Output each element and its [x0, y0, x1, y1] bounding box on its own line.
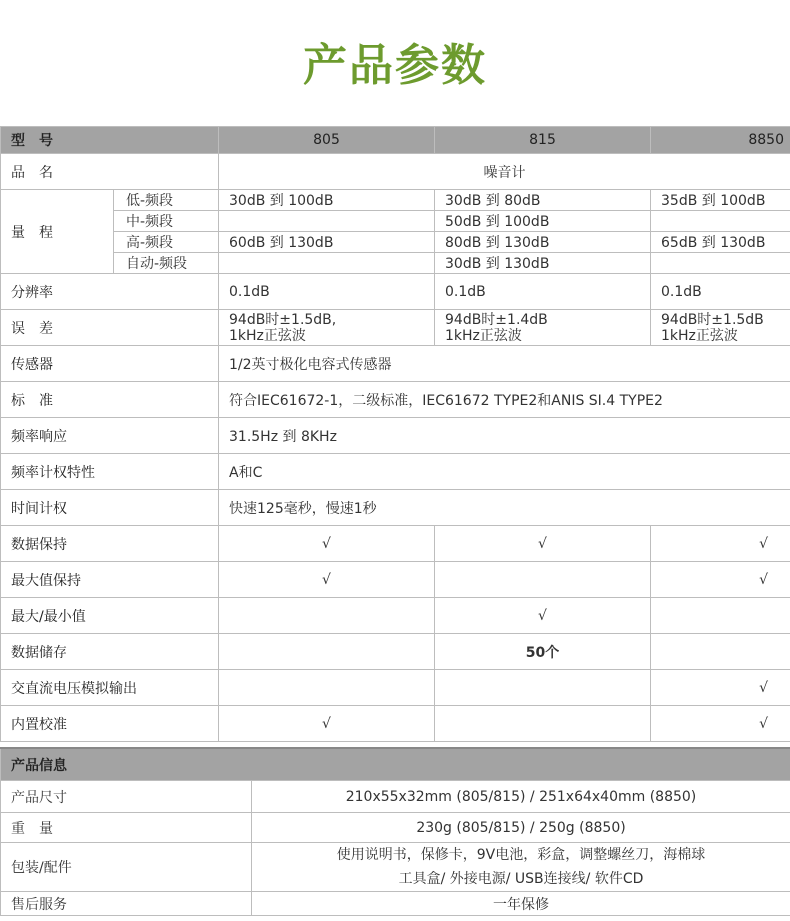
- model-8850: 8850: [651, 127, 790, 154]
- feature-data-hold-8850: √: [651, 526, 790, 562]
- sensor-label: 传感器: [1, 346, 219, 382]
- feature-data-hold-805: √: [219, 526, 435, 562]
- feature-calibration-8850: √: [651, 706, 790, 742]
- feature-max-hold-8850: √: [651, 562, 790, 598]
- error-8850-line2: 1kHz正弦波: [661, 327, 738, 344]
- spec-table: [0, 126, 790, 742]
- time-weighting-value: 快速125毫秒，慢速1秒: [219, 490, 790, 526]
- error-815: [435, 310, 651, 346]
- feature-calibration-815: [435, 706, 651, 742]
- range-sub-low: 低-频段: [114, 190, 219, 211]
- model-805: 805: [219, 127, 435, 154]
- info-package-value: [252, 843, 790, 892]
- product-name-value: 噪音计: [219, 154, 790, 190]
- error-805-line2: 1kHz正弦波: [229, 327, 306, 344]
- range-mid-805: [219, 211, 435, 232]
- range-mid-815: 50dB 到 100dB: [435, 211, 651, 232]
- error-805: [219, 310, 435, 346]
- standard-label: 标 准: [1, 382, 219, 418]
- info-package-line1: 使用说明书，保修卡，9V电池，彩盒，调整螺丝刀，海棉球: [336, 847, 706, 863]
- feature-data-storage-815: 50个: [435, 634, 651, 670]
- resolution-8850: 0.1dB: [651, 274, 790, 310]
- range-auto-815: 30dB 到 130dB: [435, 253, 651, 274]
- model-815: 815: [435, 127, 651, 154]
- range-low-815: 30dB 到 80dB: [435, 190, 651, 211]
- info-size-label: 产品尺寸: [1, 781, 252, 813]
- info-package-label: 包装/配件: [1, 843, 252, 892]
- feature-max-min-805: [219, 598, 435, 634]
- range-high-8850: 65dB 到 130dB: [651, 232, 790, 253]
- info-header: 产品信息: [1, 748, 790, 781]
- feature-label-max-hold: 最大值保持: [1, 562, 219, 598]
- model-label: 型 号: [1, 127, 219, 154]
- feature-max-min-815: √: [435, 598, 651, 634]
- freq-weighting-value: A和C: [219, 454, 790, 490]
- error-815-line1: 94dB时±1.4dB: [445, 311, 548, 328]
- feature-max-hold-805: √: [219, 562, 435, 598]
- info-service-label: 售后服务: [1, 892, 252, 916]
- feature-analog-output-8850: √: [651, 670, 790, 706]
- info-service-value: 一年保修: [252, 892, 790, 916]
- range-auto-805: [219, 253, 435, 274]
- freq-weighting-label: 频率计权特性: [1, 454, 219, 490]
- sensor-value: 1/2英寸极化电容式传感器: [219, 346, 790, 382]
- time-weighting-label: 时间计权: [1, 490, 219, 526]
- page-title: 产品参数: [303, 40, 487, 91]
- feature-analog-output-805: [219, 670, 435, 706]
- feature-calibration-805: √: [219, 706, 435, 742]
- info-weight-value: 230g (805/815) / 250g (8850): [252, 813, 790, 843]
- error-8850-line1: 94dB时±1.5dB: [661, 311, 764, 328]
- info-size-value: 210x55x32mm (805/815) / 251x64x40mm (8850): [252, 781, 790, 813]
- info-table: [0, 747, 790, 916]
- range-sub-mid: 中-频段: [114, 211, 219, 232]
- resolution-815: 0.1dB: [435, 274, 651, 310]
- range-high-815: 80dB 到 130dB: [435, 232, 651, 253]
- feature-label-max-min: 最大/最小值: [1, 598, 219, 634]
- resolution-label: 分辨率: [1, 274, 219, 310]
- feature-data-storage-805: [219, 634, 435, 670]
- error-815-line2: 1kHz正弦波: [445, 327, 522, 344]
- error-label: 误 差: [1, 310, 219, 346]
- feature-max-hold-815: [435, 562, 651, 598]
- freq-response-value: 31.5Hz 到 8KHz: [219, 418, 790, 454]
- product-name-label: 品 名: [1, 154, 219, 190]
- range-sub-auto: 自动-频段: [114, 253, 219, 274]
- feature-label-calibration: 内置校准: [1, 706, 219, 742]
- feature-label-data-hold: 数据保持: [1, 526, 219, 562]
- range-mid-8850: [651, 211, 790, 232]
- range-sub-high: 高-频段: [114, 232, 219, 253]
- standard-value: 符合IEC61672-1，二级标准，IEC61672 TYPE2和ANIS SI.4 TYPE2: [219, 382, 790, 418]
- freq-response-label: 频率响应: [1, 418, 219, 454]
- feature-label-data-storage: 数据储存: [1, 634, 219, 670]
- range-low-8850: 35dB 到 100dB: [651, 190, 790, 211]
- range-low-805: 30dB 到 100dB: [219, 190, 435, 211]
- feature-analog-output-815: [435, 670, 651, 706]
- feature-label-analog-output: 交直流电压模拟输出: [1, 670, 219, 706]
- info-package-line2: 工具盒/ 外接电源/ USB连接线/ 软件CD: [398, 871, 644, 887]
- error-8850: [651, 310, 790, 346]
- info-weight-label: 重 量: [1, 813, 252, 843]
- feature-max-min-8850: [651, 598, 790, 634]
- range-high-805: 60dB 到 130dB: [219, 232, 435, 253]
- feature-data-hold-815: √: [435, 526, 651, 562]
- range-label: 量 程: [1, 190, 114, 274]
- resolution-805: 0.1dB: [219, 274, 435, 310]
- range-auto-8850: [651, 253, 790, 274]
- feature-data-storage-8850: [651, 634, 790, 670]
- error-805-line1: 94dB时±1.5dB,: [229, 311, 337, 328]
